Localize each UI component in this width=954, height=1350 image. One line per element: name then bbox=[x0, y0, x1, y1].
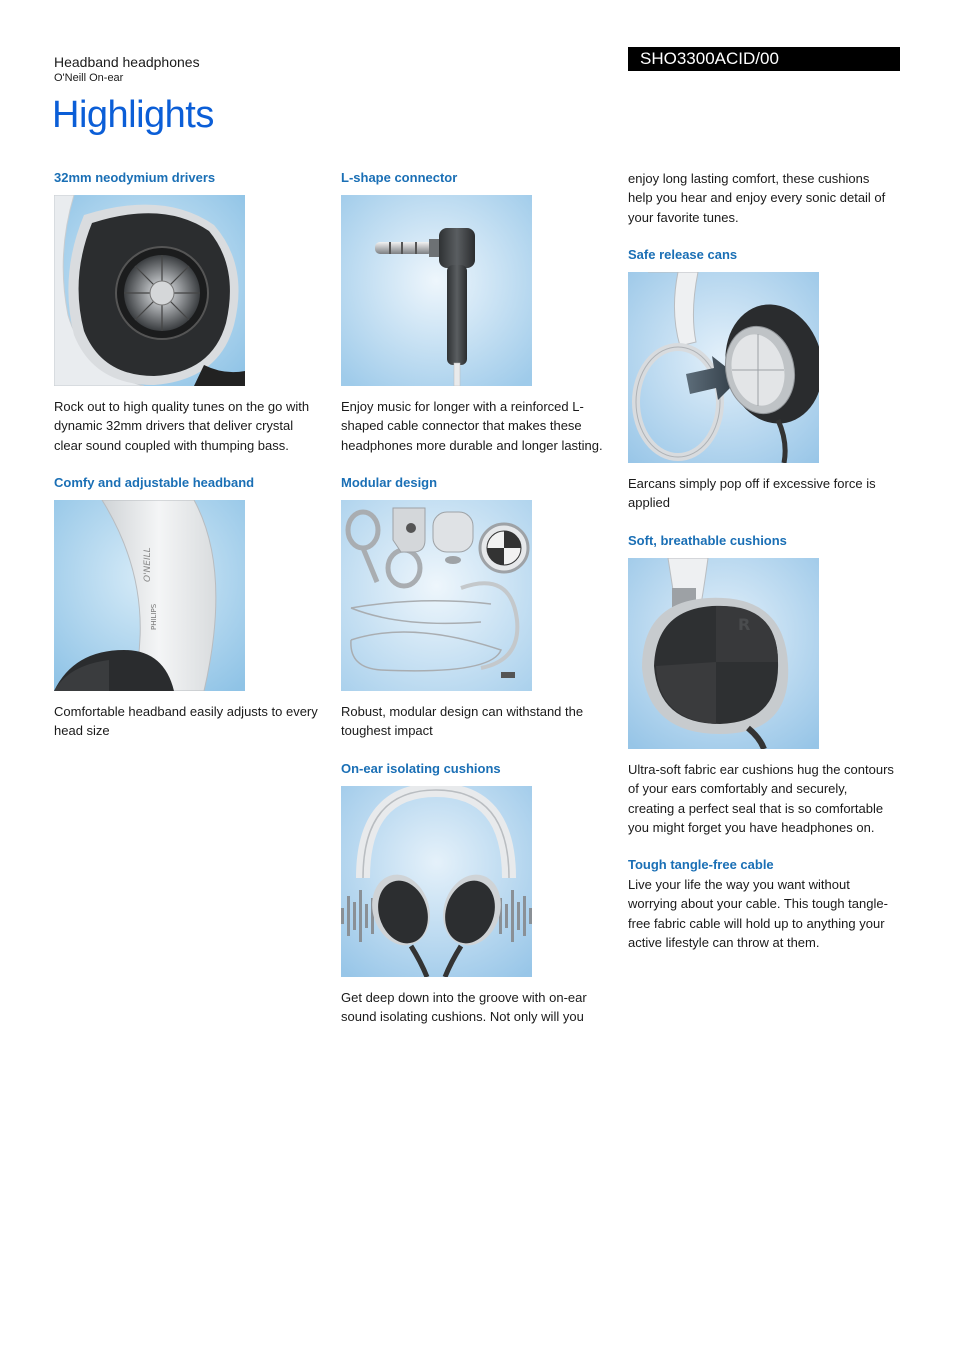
feature-text-cable: Live your life the way you want without worrying about your cable. This tough tangle-free fabric cable will hold up to anything your active lifestyle can throw at them. bbox=[628, 877, 888, 951]
feature-title-soft-cushions: Soft, breathable cushions bbox=[628, 533, 787, 548]
product-subtitle: O'Neill On-ear bbox=[54, 72, 124, 84]
feature-text-drivers: Rock out to high quality tunes on the go with dynamic 32mm drivers that deliver crystal clear sound coupled with thumping bass. bbox=[54, 399, 310, 453]
headphones-front-icon bbox=[341, 786, 532, 977]
feature-title-headband: Comfy and adjustable headband bbox=[54, 475, 255, 490]
feature-text-connector: Enjoy music for longer with a reinforced L-shaped cable connector that makes these headphones more durable and longer lasting. bbox=[341, 399, 603, 453]
modular-parts-icon bbox=[341, 500, 532, 691]
l-shape-plug-icon bbox=[341, 195, 532, 386]
feature-title-cable: Tough tangle-free cable bbox=[628, 857, 774, 872]
feature-title-isolating: On-ear isolating cushions bbox=[341, 761, 501, 776]
page-title: Highlights bbox=[52, 94, 214, 136]
headband-partner-label: O'NEILL bbox=[143, 547, 153, 582]
feature-title-connector: L-shape connector bbox=[341, 170, 458, 185]
feature-text-isolating-continued: enjoy long lasting comfort, these cushions help you hear and enjoy every sonic detail of your favorite tunes. bbox=[628, 171, 886, 225]
headband-brand-label: PHILIPS bbox=[150, 603, 158, 630]
driver-closeup-icon bbox=[54, 195, 245, 386]
feature-title-safe-release: Safe release cans bbox=[628, 247, 738, 262]
feature-text-headband: Comfortable headband easily adjusts to every head size bbox=[54, 704, 318, 739]
soft-cushion-icon bbox=[628, 558, 819, 749]
headband-closeup-icon bbox=[54, 500, 245, 691]
safe-release-icon bbox=[628, 272, 819, 463]
product-code-bar: SHO3300ACID/00 bbox=[628, 47, 900, 71]
product-type: Headband headphones bbox=[54, 54, 200, 70]
feature-text-modular: Robust, modular design can withstand the toughest impact bbox=[341, 704, 584, 739]
feature-title-drivers: 32mm neodymium drivers bbox=[54, 170, 216, 185]
feature-text-safe-release: Earcans simply pop off if excessive force is applied bbox=[628, 476, 876, 511]
svg-text:R: R bbox=[738, 615, 751, 634]
feature-title-modular: Modular design bbox=[341, 475, 438, 490]
feature-text-soft-cushions: Ultra-soft fabric ear cushions hug the contours of your ears comfortably and securely, creating a perfect seal that is so comfortable you might forget you have headphones on. bbox=[628, 762, 894, 836]
feature-text-isolating: Get deep down into the groove with on-ear sound isolating cushions. Not only will you bbox=[341, 990, 587, 1025]
